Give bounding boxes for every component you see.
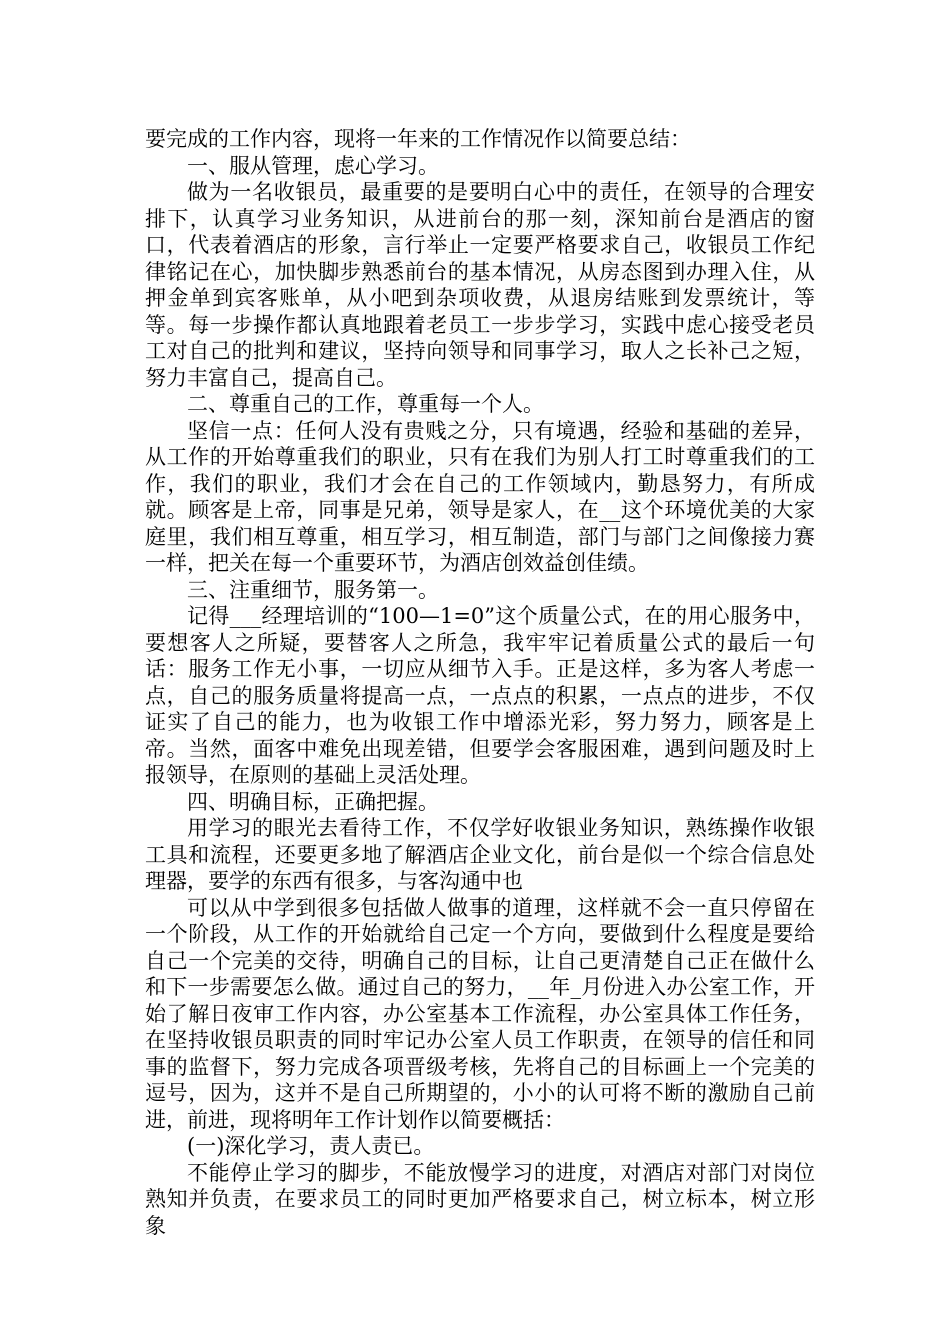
- section-heading-4: 四、明确目标，正确把握。: [187, 789, 439, 814]
- document-body: [145, 126, 815, 1239]
- section-paragraph-4a: 用学习的眼光去看待工作，不仅学好收银业务知识，熟练操作收银工具和流程，还要更多地了解酒店企业文化，前台是似一个综合信息处理器，要学的东西有很多，与客沟通中也: [145, 816, 815, 893]
- section-paragraph-4b: 可以从中学到很多包括做人做事的道理，这样就不会一直只停留在一个阶段，从工作的开始就给自己定一个方向，要做到什么程度是要给自己一个完美的交待，明确自己的目标，让自己更清楚自己正在做什么和下一步需要怎么做。通过自己的努力，__年_月份进入办公室工作，开始了解日夜审工作内容，办公室基本工作流程，办公室具体工作任务，在坚持收银员职责的同时牢记办公室人员工作职责，在领导的信任和同事的监督下，努力完成各项晋级考核，先将自己的目标画上一个完美的逗号，因为，这并不是自己所期望的，小小的认可将不断的激励自己前进，前进，现将明年工作计划作以简要概括：: [145, 895, 815, 1132]
- section-paragraph-2: 坚信一点：任何人没有贵贱之分，只有境遇，经验和基础的差异，从工作的开始尊重我们的职业，只有在我们为别人打工时尊重我们的工作，我们的职业，我们才会在自己的工作领域内，勤恳努力，有所成就。顾客是上帝，同事是兄弟，领导是家人，在__这个环境优美的大家庭里，我们相互尊重，相互学习，相互制造，部门与部门之间像接力赛一样，把关在每一个重要环节，为酒店创效益创佳绩。: [145, 418, 815, 575]
- section-heading-2: 二、尊重自己的工作，尊重每一个人。: [187, 392, 544, 416]
- subsection-paragraph-1: 不能停止学习的脚步，不能放慢学习的进度，对酒店对部门对岗位熟知并负责，在要求员工的同时更加严格要求自己，树立标本，树立形象: [145, 1160, 815, 1238]
- section-paragraph-3: 记得___经理培训的“100—1=0”这个质量公式，在的用心服务中，要想客人之所疑，要替客人之所急，我牢牢记着质量公式的最后一句话：服务工作无小事，一切应从细节入手。正是这样，多为客人考虑一点，自己的服务质量将提高一点，一点点的积累，一点点的进步，不仅证实了自己的能力，也为收银工作中增添光彩，努力努力，顾客是上帝。当然，面客中难免出现差错，但要学会客服困难，遇到问题及时上报领导，在原则的基础上灵活处理。: [145, 604, 815, 787]
- subsection-heading-1: (一)深化学习，责人责已。: [187, 1134, 435, 1158]
- section-paragraph-1: 做为一名收银员，最重要的是要明白心中的责任，在领导的合理安排下，认真学习业务知识，从进前台的那一刻，深知前台是酒店的窗口，代表着酒店的形象，言行举止一定要严格要求自己，收银员工作纪律铭记在心，加快脚步熟悉前台的基本情况，从房态图到办理入住，从押金单到宾客账单，从小吧到杂项收费，从退房结账到发票统计，等等。每一步操作都认真地跟着老员工一步步学习，实践中虑心接受老员工对自己的批判和建议，坚持向领导和同事学习，取人之长补己之短，努力丰富自己，提高自己。: [145, 180, 815, 390]
- intro-paragraph: 要完成的工作内容，现将一年来的工作情况作以简要总结：: [145, 127, 691, 151]
- section-heading-1: 一、服从管理，虑心学习。: [187, 153, 439, 178]
- section-heading-3: 三、注重细节，服务第一。: [187, 577, 439, 602]
